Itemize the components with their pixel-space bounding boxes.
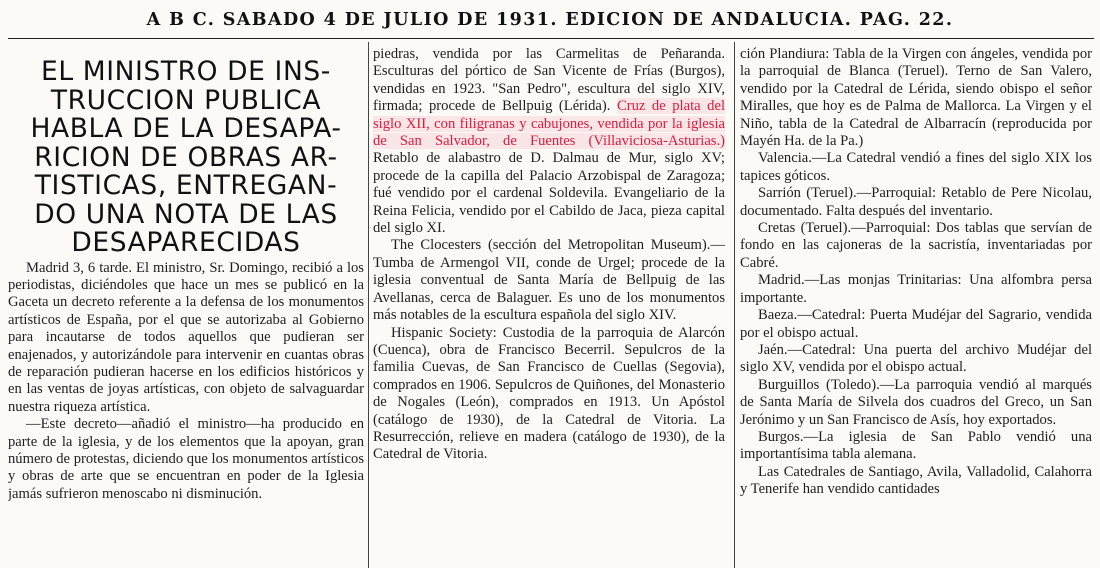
paragraph: Burgos.—La iglesia de San Pablo vendió una importantísima tabla alemana. bbox=[740, 428, 1092, 463]
paragraph: Valencia.—La Catedral vendió a fines del siglo XIX los tapices góticos. bbox=[740, 150, 1092, 184]
paragraph: —Este decreto—añadió el ministro—ha producido en parte de la iglesia, y de los elementos que la apoyan, gran número de protestas, diciendo que los monumentos artísticos y obras de arte que se encuentran en poder de la Iglesia jamás sufrieron menoscabo ni disminución. bbox=[8, 416, 364, 502]
article-body bbox=[8, 260, 364, 504]
article-body bbox=[740, 46, 1092, 499]
masthead-rule bbox=[8, 38, 1094, 39]
headline-line: DESAPARECIDAS bbox=[71, 227, 301, 258]
paragraph: Hispanic Society: Custodia de la parroquia de Alarcón (Cuenca), obra de Francisco Becerril. Sepulcros de la familia Cuevas, de San Francisco de Cuellas (Segovia), comprados en 1906. Sepulcros de Quiñones, del Monasterio de Nogales (León), comprados en 1913. Un Apóstol (catálogo de 1930), de la Catedral de Vitoria. La Resurrección, relieve en madera (catálogo de 1930), de la Catedral de Vitoria. bbox=[373, 324, 725, 463]
column-3 bbox=[740, 46, 1092, 568]
masthead: A B C. SABADO 4 DE JULIO DE 1931. EDICION DE ANDALUCIA. PAG. 22. bbox=[146, 10, 954, 30]
column-2 bbox=[373, 46, 725, 568]
paragraph: ción Plandiura: Tabla de la Virgen con ángeles, vendida por la parroquial de Blanca (Teruel). Terno de San Valero, vendido por la Catedral de Lérida, siendo obispo el señor Miralles, que hoy es de Palma de Mallorca. La Virgen y el Niño, tabla de la Catedral de Albarracín (reproducida por Mayén Ha. de la Pa.) bbox=[740, 46, 1092, 150]
paragraph: Las Catedrales de Santiago, Avila, Valladolid, Calahorra y Tenerife han vendido cantidades bbox=[740, 463, 1092, 498]
paragraph: Burguillos (Toledo).—La parroquia vendió al marqués de Santa María de Silvela dos cuadros del Greco, un San Jerónimo y un San Francisco de Asís, hoy exportados. bbox=[740, 376, 1092, 428]
highlighted-text: Cruz de plata del siglo XII, con filigranas y cabujones, vendida por la iglesia de San Salvador, de Fuentes (Villaviciosa-Asturias.) bbox=[373, 98, 725, 150]
headline-line: TISTICAS, ENTREGAN- bbox=[34, 170, 338, 201]
headline-line: TRUCCION PUBLICA bbox=[50, 84, 322, 116]
text-run: piedras, vendida por las Carmelitas de Peñaranda. Esculturas del pórtico de San Vicente de Frías (Burgos), vendidas en 1923. "San Pedro", escultura del siglo XIV, firmada; procede de Bellpuig (Lérida). bbox=[373, 46, 725, 115]
headline-line: EL MINISTRO DE INS- bbox=[41, 56, 331, 87]
paragraph bbox=[373, 46, 725, 237]
paragraph: Baeza.—Catedral: Puerta Mudéjar del Sagrario, vendida por el obispo actual. bbox=[740, 307, 1092, 341]
paragraph: Cretas (Teruel).—Parroquial: Dos tablas que servían de fondo en las cajoneras de la sacristía, inventariadas por Cabré. bbox=[740, 220, 1092, 271]
text-run: Retablo de alabastro de D. Dalmau de Mur, siglo XV; procede de la capilla del Palacio Arzobispal de Zaragoza; fué vendido por el cardenal Soldevila. Evangeliario de la Reina Felicia, vendido por el Cabildo de Jaca, pieza capital del siglo XI. bbox=[373, 150, 725, 237]
article-headline bbox=[8, 58, 364, 258]
paragraph: Madrid 3, 6 tarde. El ministro, Sr. Domingo, recibió a los periodistas, diciéndoles que hace un mes se publicó en la Gaceta un decreto referente a la defensa de los monumentos artísticos de España, por el que se autorizaba al Gobierno para incautarse de todos aquellos que pudieran ser enajenados, y autorizándole para intervenir en cuantas obras de reparación pudieran hacerse en los edificios históricos y en las ventas de joyas artísticas, con objeto de salvaguardar nuestra riqueza artística. bbox=[8, 259, 364, 415]
headline-line: RICION DE OBRAS AR- bbox=[34, 141, 338, 173]
paragraph: Jaén.—Catedral: Una puerta del archivo Mudéjar del siglo XV, vendida por el obispo actual. bbox=[740, 341, 1092, 376]
column-divider bbox=[734, 42, 735, 568]
column-divider bbox=[368, 42, 369, 568]
article-body bbox=[373, 46, 725, 464]
paragraph: Madrid.—Las monjas Trinitarias: Una alfombra persa importante. bbox=[740, 272, 1092, 306]
column-1 bbox=[8, 46, 364, 568]
headline-line: DO UNA NOTA DE LAS bbox=[34, 198, 338, 230]
paragraph: The Clocesters (sección del Metropolitan Museum).—Tumba de Armengol VII, conde de Urgel; procede de la iglesia conventual de Santa María de Bellpuig de las Avellanas, cerca de Balaguer. Es uno de los monumentos más notables de la escultura española del siglo XIV. bbox=[373, 237, 725, 324]
headline-line: HABLA DE LA DESAPA- bbox=[30, 113, 342, 144]
paragraph: Sarrión (Teruel).—Parroquial: Retablo de Pere Nicolau, documentado. Falta después del inventario. bbox=[740, 185, 1092, 219]
